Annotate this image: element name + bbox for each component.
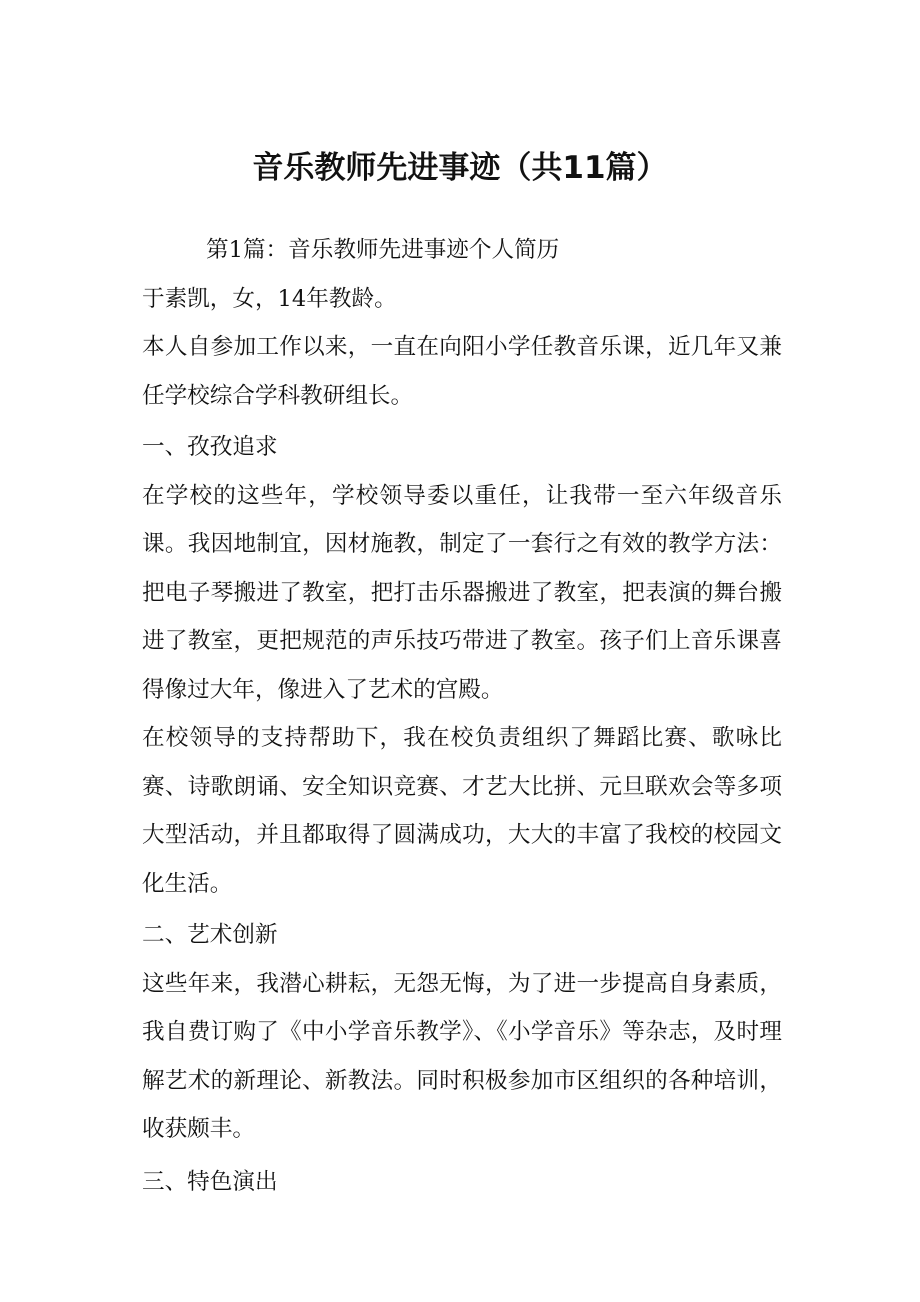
document-title: 音乐教师先进事迹（共11篇） [252,150,668,186]
body-paragraph-1: 在学校的这些年，学校领导委以重任，让我带一至六年级音乐课。我因地制宜，因材施教，制定了一套行之有效的教学方法：把电子琴搬进了教室，把打击乐器搬进了教室，把表演的舞台搬进了教室，更把规范的声乐技巧带进了教室。孩子们上音乐课喜得像过大年，像进入了艺术的宫殿。 [142,482,782,703]
chapter-subtitle: 第1篇：音乐教师先进事迹个人简历 [206,237,560,263]
section-heading-1: 一、孜孜追求 [142,434,278,460]
intro-paragraph: 本人自参加工作以来，一直在向阳小学任教音乐课，近几年又兼任学校综合学科教研组长。 [142,334,782,409]
document-body [142,226,782,1206]
author-info: 于素凯，女，14年教龄。 [142,285,397,312]
body-paragraph-2: 在校领导的支持帮助下，我在校负责组织了舞蹈比赛、歌咏比赛、诗歌朗诵、安全知识竞赛、才艺大比拼、元旦联欢会等多项大型活动，并且都取得了圆满成功，大大的丰富了我校的校园文化生活。 [142,725,782,897]
section-heading-3: 三、特色演出 [142,1168,278,1195]
body-paragraph-3: 这些年来，我潜心耕耘，无怨无悔，为了进一步提高自身素质，我自费订购了《中小学音乐教学》、《小学音乐》等杂志，及时理解艺术的新理论、新教法。同时积极参加市区组织的各种培训，收获颇丰。 [142,970,782,1142]
section-heading-2: 二、艺术创新 [142,922,278,948]
